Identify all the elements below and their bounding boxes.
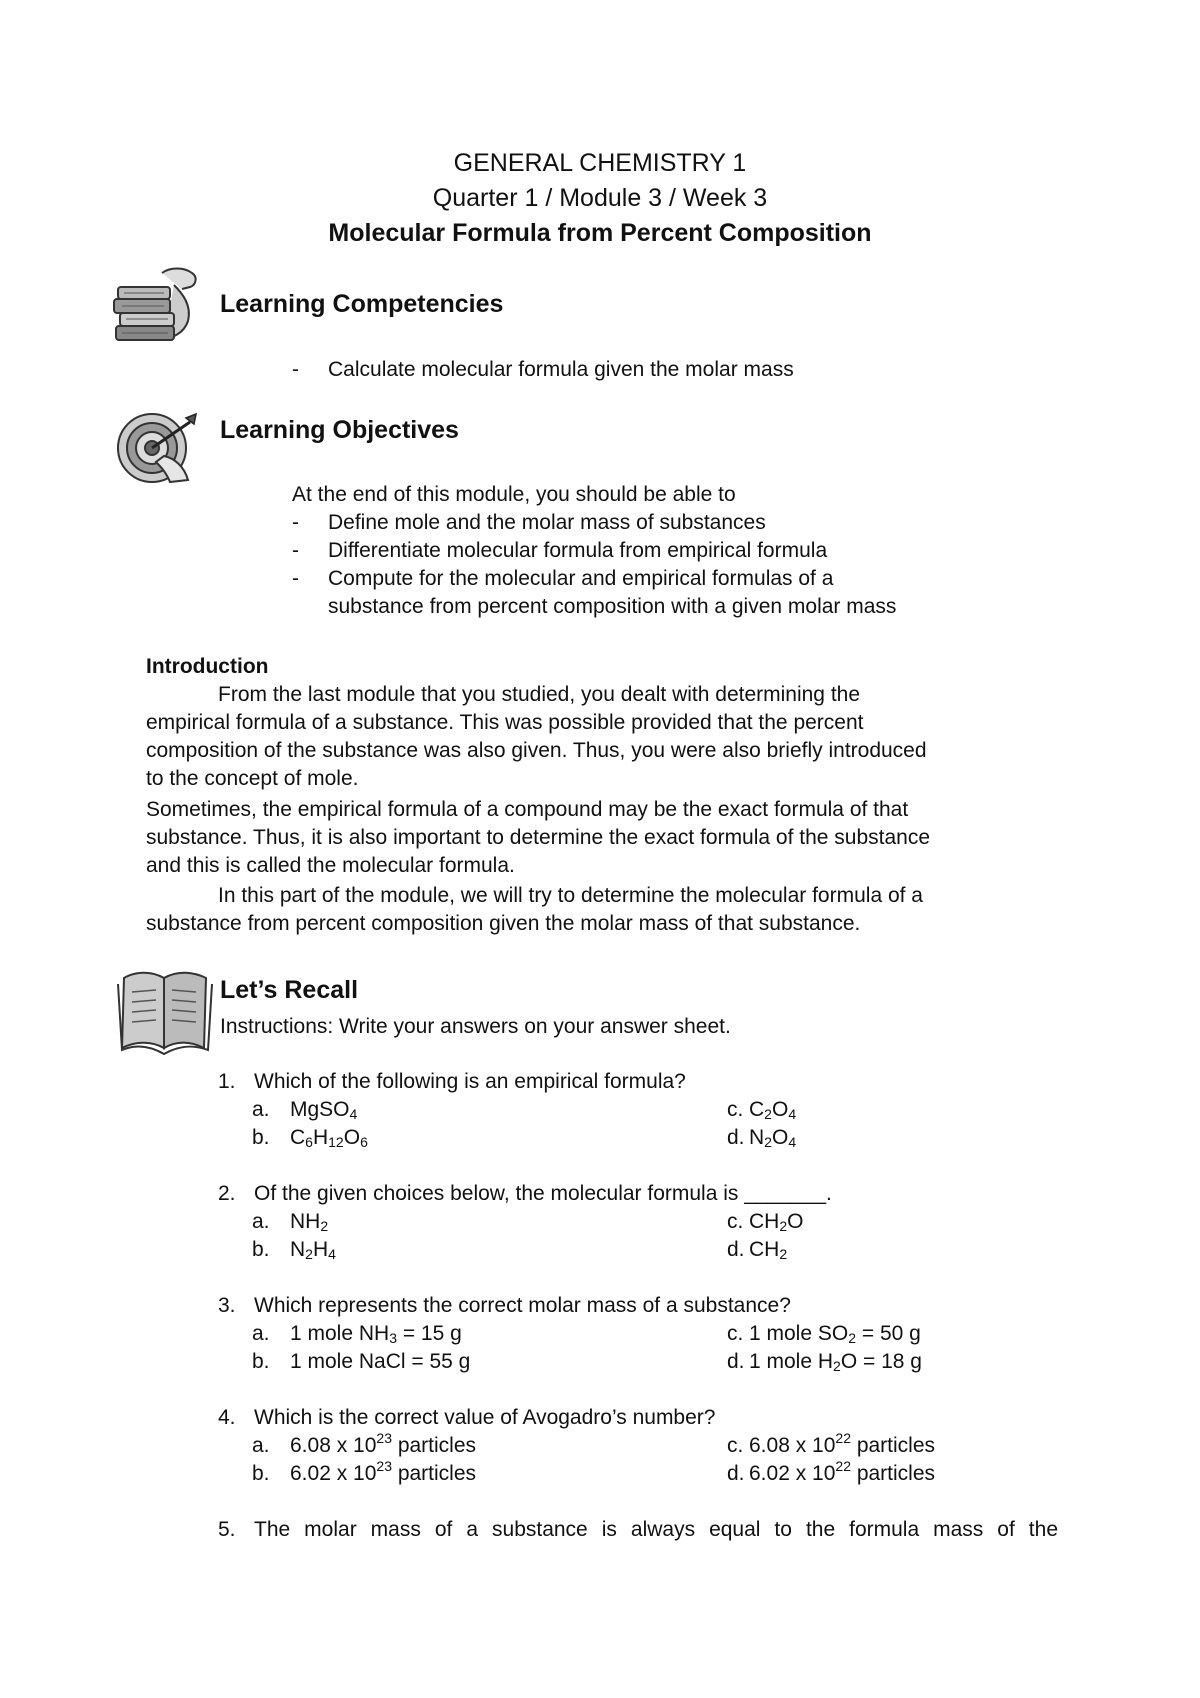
question-2: 2. Of the given choices below, the molecular formula is _______.: [218, 1182, 832, 1205]
objectives-heading: Learning Objectives: [220, 416, 459, 444]
intro-p2-line: and this is called the molecular formula.: [146, 854, 515, 877]
introduction-heading: Introduction: [146, 655, 269, 678]
q3-option-c: c. 1 mole $SO_2 = 50$ g: [727, 1322, 921, 1346]
intro-p3-line: substance from percent composition given the molar mass of that substance.: [146, 912, 861, 935]
objective-item-continued: substance from percent composition with a given molar mass: [328, 595, 897, 618]
q2-option-a: a. $NH_2$: [252, 1210, 329, 1234]
q3-option-d: d. 1 mole $H_2O = 18$ g: [727, 1350, 922, 1374]
q1-option-c: c. $C_2O_4$: [727, 1098, 797, 1122]
question-3: 3. Which represents the correct molar mass of a substance?: [218, 1294, 791, 1317]
q3-option-a: a. 1 mole $NH_3 = 15$ g: [252, 1322, 462, 1346]
module-info: Quarter 1 / Module 3 / Week 3: [432, 184, 768, 212]
q2-option-d: d. $CH_2$: [727, 1238, 788, 1262]
target-dart-icon: [112, 408, 204, 486]
recall-heading: Let’s Recall: [220, 976, 359, 1004]
question-1: 1. Which of the following is an empirical formula?: [218, 1070, 686, 1093]
intro-p3-first-line: In this part of the module, we will try to determine the molecular formula of a: [218, 884, 923, 907]
intro-p1-line: to the concept of mole.: [146, 767, 359, 790]
open-book-icon: [116, 964, 214, 1056]
topic-title: Molecular Formula from Percent Composition: [328, 219, 872, 247]
intro-p1-line: empirical formula of a substance. This was possible provided that the percent: [146, 711, 864, 734]
intro-p2-line: Sometimes, the empirical formula of a compound may be the exact formula of that: [146, 798, 909, 821]
objectives-lead: At the end of this module, you should be able to: [292, 483, 736, 506]
recall-instructions: Instructions: Write your answers on your answer sheet.: [220, 1015, 731, 1038]
intro-p1-first-line: From the last module that you studied, you dealt with determining the: [218, 683, 861, 706]
q4-option-b: b. 6.02 x $10^{23}$ particles: [252, 1458, 477, 1485]
objective-item: - Compute for the molecular and empirical formulas of a: [292, 567, 834, 590]
q2-option-c: c. $CH_2O$: [727, 1210, 804, 1234]
q2-option-b: b. $N_2H_4$: [252, 1238, 336, 1262]
q1-option-b: b. $C_6H_{12}O_6$: [252, 1126, 368, 1150]
q4-option-d: d. 6.02 x $10^{22}$ particles: [727, 1458, 936, 1485]
q1-option-a: a. MgSO$_4$: [252, 1098, 358, 1122]
q4-option-c: c. 6.08 x $10^{22}$ particles: [727, 1430, 936, 1457]
objective-item: - Define mole and the molar mass of substances: [292, 511, 766, 534]
q3-option-b: b. 1 mole NaCl = 55 g: [252, 1350, 471, 1373]
competency-item: - Calculate molecular formula given the molar mass: [292, 358, 794, 381]
intro-p2-line: substance. Thus, it is also important to determine the exact formula of the substance: [146, 826, 931, 849]
books-hand-icon: [112, 265, 204, 350]
course-title: GENERAL CHEMISTRY 1: [453, 149, 747, 177]
competencies-heading: Learning Competencies: [220, 290, 504, 318]
q4-option-a: a. 6.08 x $10^{23}$ particles: [252, 1430, 477, 1457]
intro-p1-line: composition of the substance was also given. Thus, you were also briefly introduced: [146, 739, 927, 762]
question-4: 4. Which is the correct value of Avogadro’s number?: [218, 1406, 716, 1429]
q1-option-d: d. $N_2O_4$: [727, 1126, 797, 1150]
question-5: 5. The molar mass of a substance is always equal to the formula mass of the: [218, 1518, 1058, 1541]
objective-item: - Differentiate molecular formula from empirical formula: [292, 539, 828, 562]
